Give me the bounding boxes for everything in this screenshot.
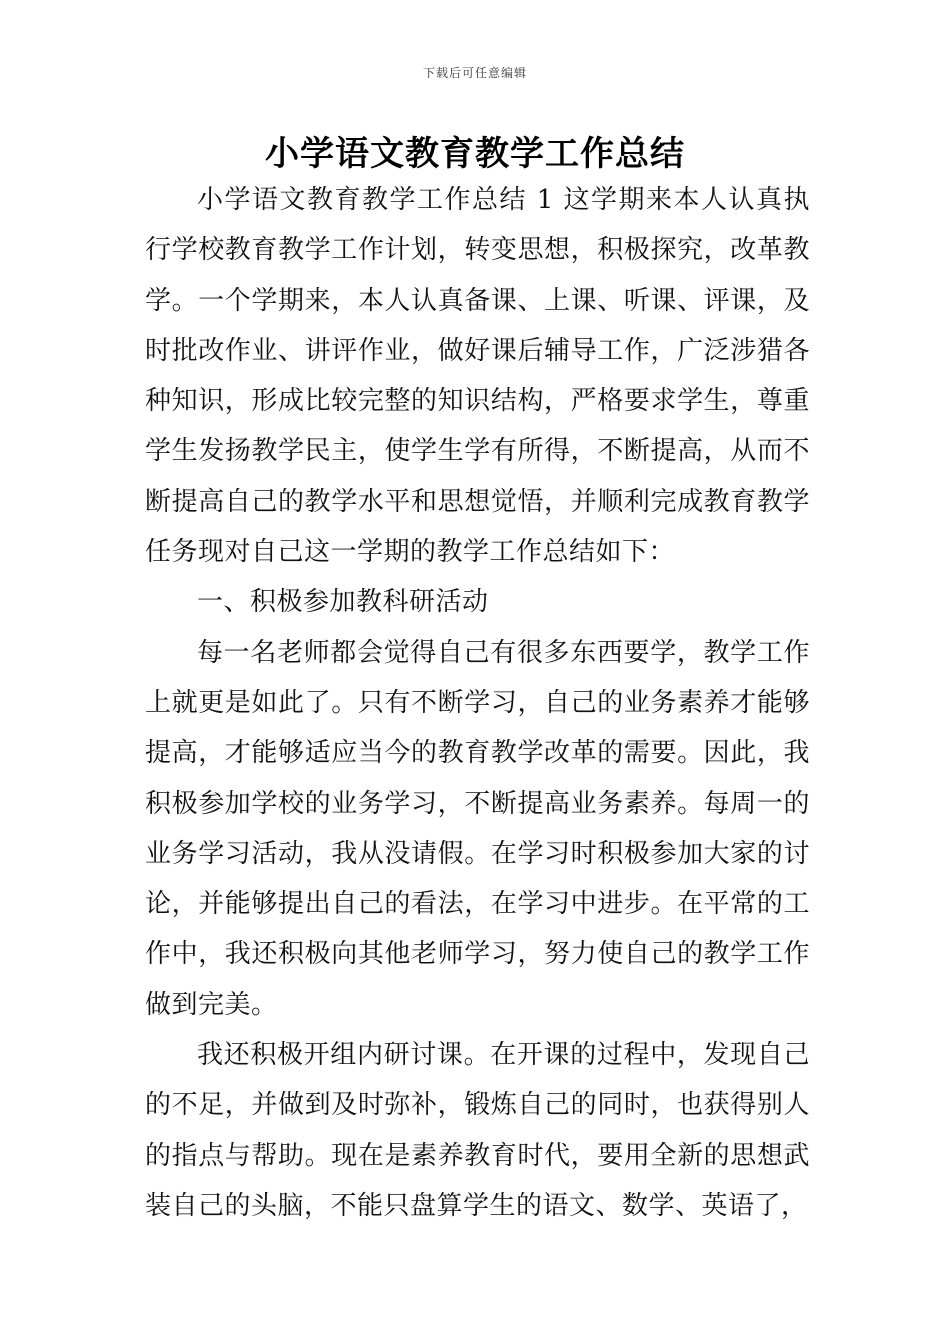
header-note: 下载后可任意编辑	[422, 66, 527, 80]
paragraph-research-class: 我还积极开组内研讨课。在开课的过程中，发现自己的不足，并做到及时弥补，锻炼自己的同时，也获得别人的指点与帮助。现在是素养教育时代，要用全新的思想武装自己的头脑，不能只盘算学生的语文、数学、英语了，	[145, 1040, 810, 1221]
document-title: 小学语文教育教学工作总结	[265, 134, 685, 174]
document-body	[145, 175, 810, 1231]
paragraph-intro: 小学语文教育教学工作总结 1 这学期来本人认真执行学校教育教学工作计划，转变思想，积极探究，改革教学。一个学期来，本人认真备课、上课、听课、评课，及时批改作业、讲评作业，做好课后辅导工作，广泛涉猎各种知识，形成比较完整的知识结构，严格要求学生，尊重学生发扬教学民主，使学生学有所得，不断提高，从而不断提高自己的教学水平和思想觉悟，并顺利完成教育教学任务现对自己这一学期的教学工作总结如下：	[145, 185, 810, 568]
section-heading-1: 一、积极参加教科研活动	[197, 587, 489, 618]
paragraph-study: 每一名老师都会觉得自己有很多东西要学，教学工作上就更是如此了。只有不断学习，自己的业务素养才能够提高，才能够适应当今的教育教学改革的需要。因此，我积极参加学校的业务学习，不断提高业务素养。每周一的业务学习活动，我从没请假。在学习时积极参加大家的讨论，并能够提出自己的看法，在学习中进步。在平常的工作中，我还积极向其他老师学习，努力使自己的教学工作做到完美。	[145, 637, 810, 1020]
